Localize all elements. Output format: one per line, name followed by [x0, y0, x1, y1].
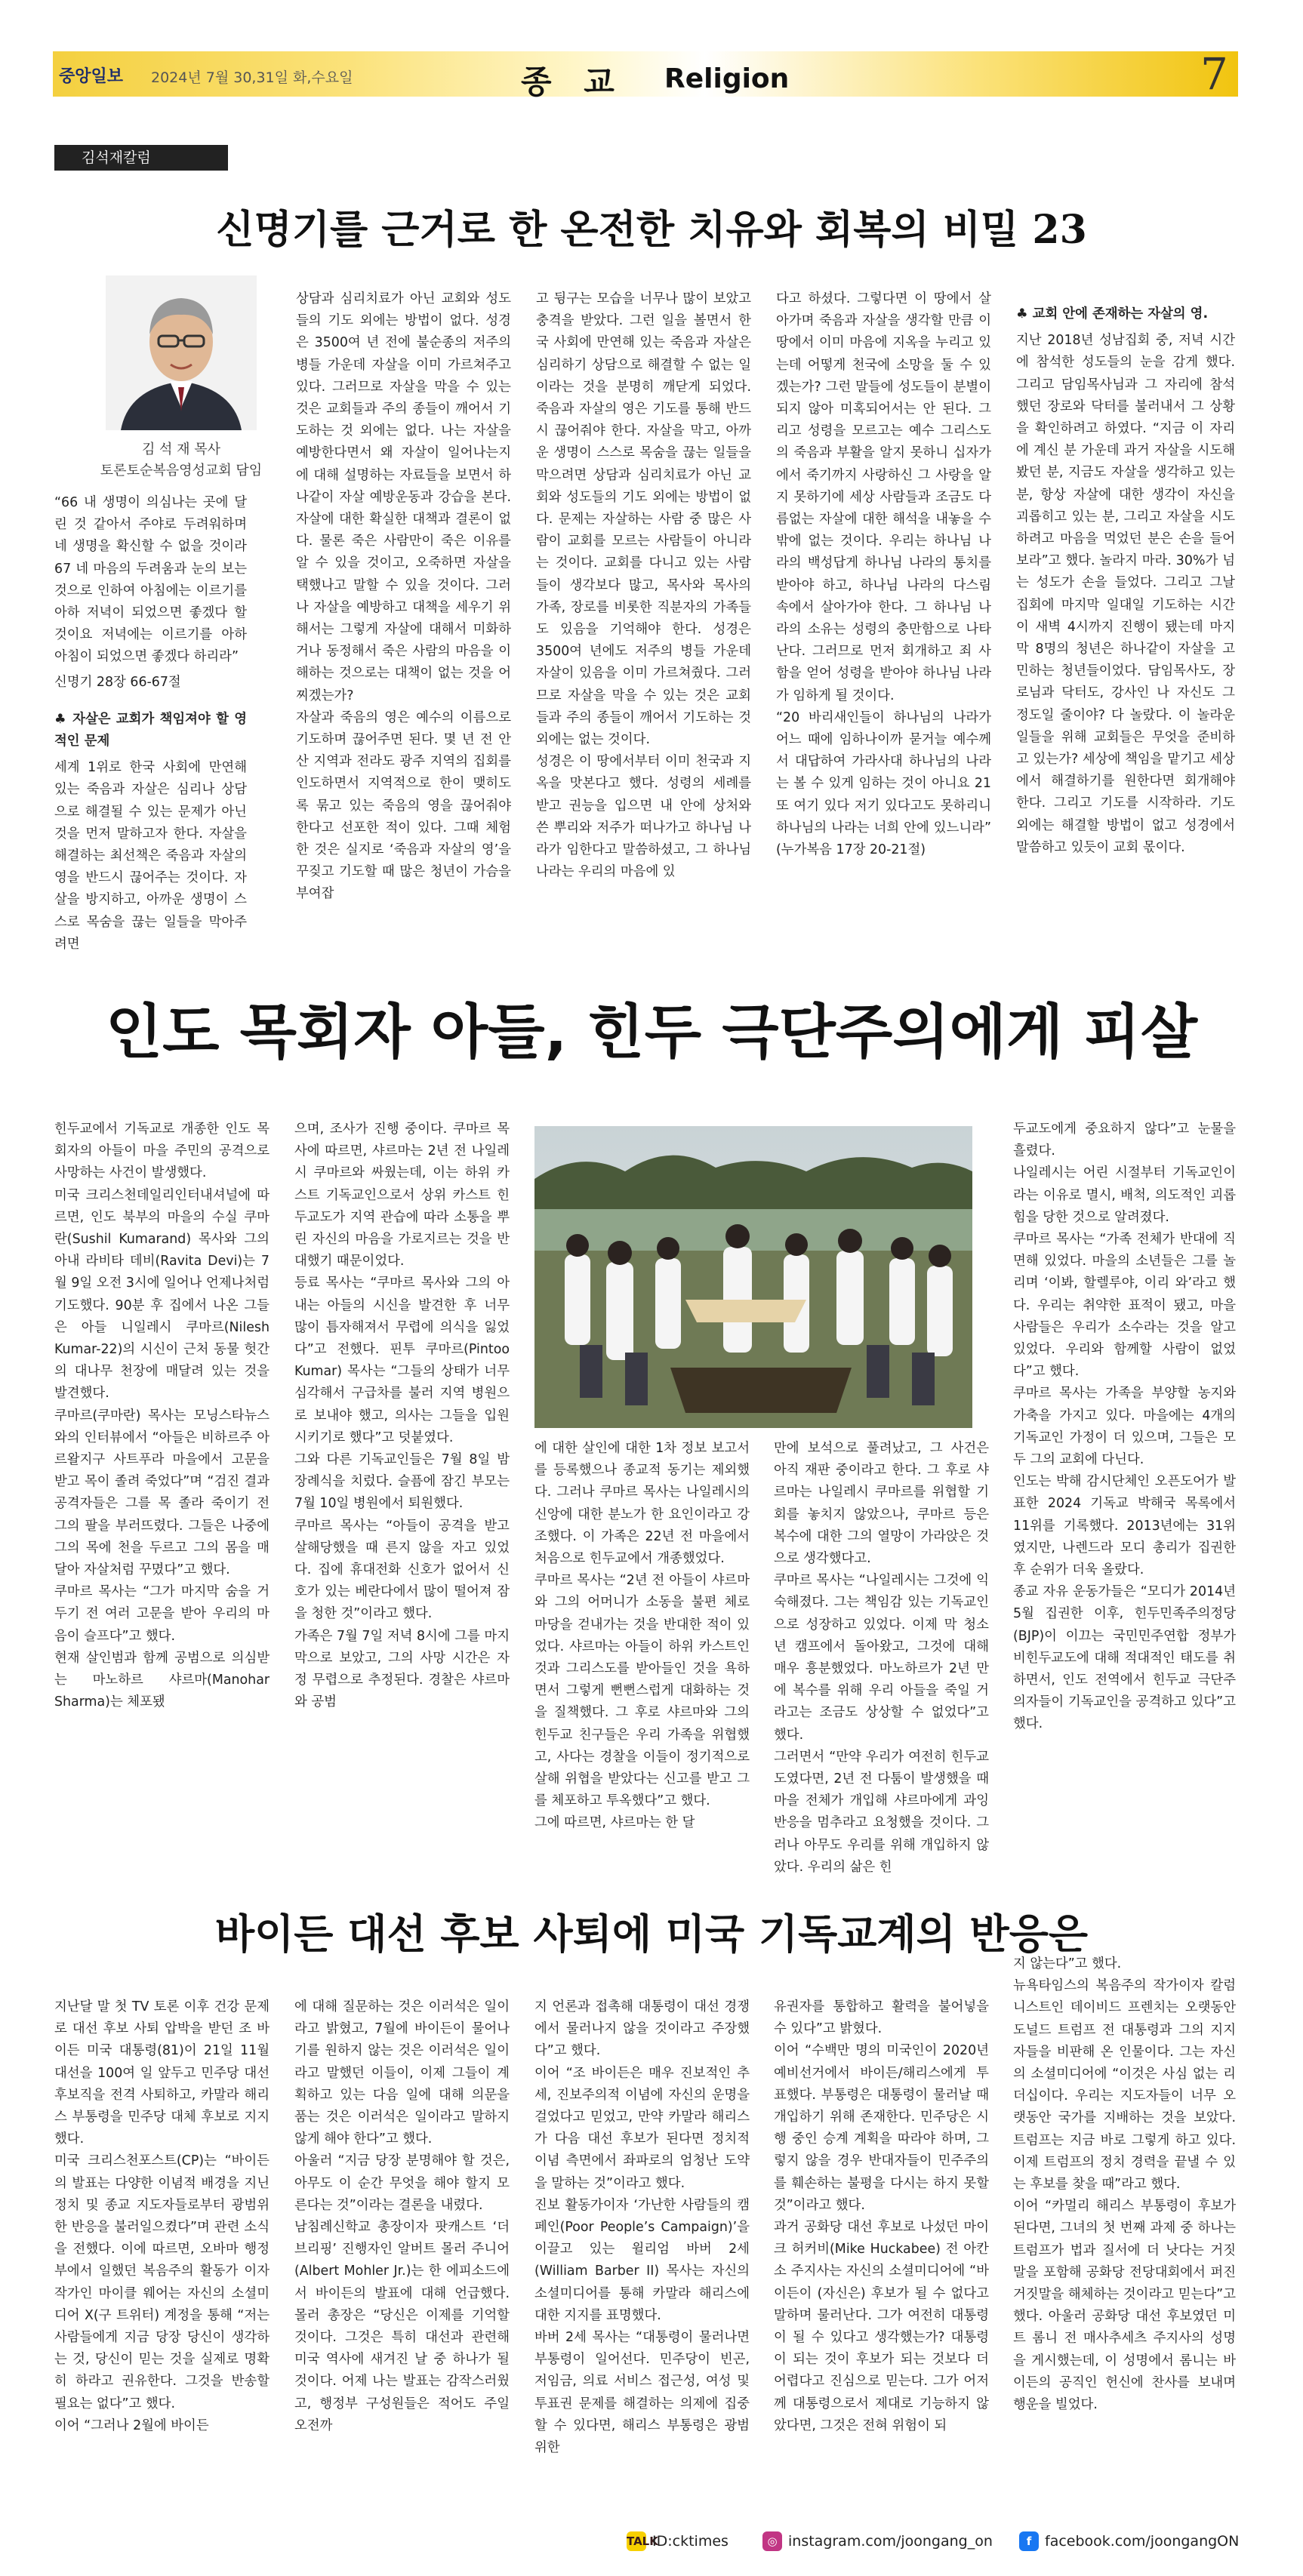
article1-headline: 신명기를 근거로 한 온전한 치유와 회복의 비밀 23 — [216, 207, 1087, 253]
article2-col5 — [1013, 1119, 1236, 1847]
kakao-id[interactable] — [627, 2531, 729, 2551]
paragraph: 상담과 심리치료가 아닌 교회와 성도들의 기도 외에는 방법이 없다. 성경은 3500여 년 전에 불순종의 저주의 병들 가운데 자살을 이미 가르쳐주고 있다. 그러므로 자살을 막을 수 있는 것은 교회들과 주의 종들이 깨어서 기도하는 것 외에는 없다. 나는 자살을 예방한다면서 왜 자살이 일어나는지에 대해 설명하는 자료들을 보면서 하나같이 자살 예방운동과 강습을 본다. 자살에 대한 확실한 대책과 결론이 없다. 물론 죽은 사람만이 죽은 이유를 알 수 있을 것이고, 오죽하면 자살을 택했나고 말할 수 있을 것이다. 그러나 자살을 예방하고 대책을 세우기 위해서는 그렇게 자살에 대해서 미화하거나 동정해서 죽은 사람의 마음을 이해하는 것으로는 대책이 없는 것을 어찌겠는가? — [296, 291, 511, 703]
article2-col1 — [54, 1119, 270, 1847]
paragraph: 쿠마르 목사는 “아들이 공격을 받고 살해당했을 때 른지 않을 자고 있었다. 집에 휴대전화 신호가 없어서 신호가 있는 베란다에서 많이 떨어져 잠을 청한 것”이라고 했다. — [294, 1518, 510, 1622]
paragraph: 나일레시는 어린 시절부터 기독교인이라는 이유로 멸시, 배척, 의도적인 괴롭힘을 당한 것으로 알려졌다. — [1013, 1165, 1236, 1225]
article1-col5 — [1016, 288, 1235, 975]
paragraph: 쿠마르 목사는 가족을 부양할 농지와 가축을 가지고 있다. 마을에는 4개의 기독교인 가정이 더 있으며, 그들은 모두 그의 교회에 다닌다. — [1013, 1386, 1236, 1468]
paragraph: 가족은 7월 7일 저녁 8시에 그를 마지막으로 보았고, 그의 사망 시간은 자정 무렵으로 추정된다. 경찰은 샤르마와 공범 — [294, 1628, 510, 1710]
scripture-citation: 신명기 28장 66-67절 — [54, 674, 181, 690]
paragraph: 그와 다른 기독교인들은 7월 8일 밤 장례식을 치렀다. 슬픔에 잠긴 부모는 7월 10일 병원에서 퇴원했다. — [294, 1452, 510, 1512]
paragraph: 인도는 박해 감시단체인 오픈도어가 발표한 2024 기독교 박해국 목록에서 11위를 기록했다. 2013년에는 31위였지만, 나렌드라 모디 총리가 집권한 후 순위가 더욱 올랐다. — [1013, 1474, 1236, 1578]
article1-col3 — [536, 288, 751, 975]
instagram-url: instagram.com/joongang_on — [788, 2533, 993, 2550]
article2-col4 — [774, 1438, 989, 1875]
paragraph: 세계 1위로 한국 사회에 만연해 있는 죽음과 자살은 심리나 상담으로 해결될 수 있는 문제가 아닌 것을 먼저 말하고자 한다. 자살을 해결하는 최선책은 죽음과 자살의 영을 반드시 끊어주는 것이다. 자살을 방지하고, 아까운 생명이 스스로 목숨을 끊는 일들을 막아주려면 — [54, 760, 247, 952]
paragraph: 쿠마르 목사는 “나일레시는 그것에 익숙해졌다. 그는 책임감 있는 기독교인으로 성장하고 있었다. 이제 막 청소년 캠프에서 돌아왔고, 그것에 대해 매우 흥분했었다. 마노하르가 2년 만에 복수를 위해 우리 아들을 죽일 거라고는 조금도 상상할 수 없었다”고 했다. — [774, 1573, 989, 1743]
facebook-link[interactable] — [1019, 2531, 1239, 2551]
facebook-url: facebook.com/joongangON — [1045, 2533, 1240, 2550]
paragraph: 이어 “카멀리 해리스 부통령이 후보가 된다면, 그녀의 첫 번째 과제 중 하나는 트럼프가 법과 질서에 더 낫다는 거짓말을 포함해 공화당 전당대회에서 퍼진 거짓말을 해체하는 것이라고 믿는다”고 했다. 아울러 공화당 대선 후보였던 미트 롬니 전 매사추세츠 주지사의 성명을 게시했는데, 이 성명에서 롬니는 바이든의 공직인 헌신에 찬사를 보내며 행운을 빌었다. — [1013, 2199, 1236, 2413]
paragraph: 현재 살인범과 함께 공범으로 의심받는 마노하르 샤르마(Manohar Sharma)는 체포됐 — [54, 1650, 270, 1710]
paragraph: 고 뒹구는 모습을 너무나 많이 보았고 충격을 받았다. 그런 일을 볼면서 한국 사회에 만연해 있는 죽음과 자살은 심리하기 상담으로 해결할 수 없는 일이라는 것을 분명히 깨닫게 되었다. 죽음과 자살의 영은 기도를 통해 반드시 끊어줘야 한다. 자살을 막고, 아까운 생명이 스스로 목숨을 끊는 일들을 막으려면 상담과 심리치료가 아닌 교회와 성도들의 기도 외에는 방법이 없다. 문제는 자살하는 사람 중 많은 사람이 교회를 모르는 사람들이 아니라는 것이다. 교회를 다니고 있는 사람들이 생각보다 많고, 목사와 목사의 가족, 장로를 비롯한 직분자의 가족들도 있음을 기억해야 한다. 성경은 3500여 년에도 저주의 병들 가운데 자살이 있음을 이미 가르쳐줬다. 그러므로 자살을 막을 수 있는 것은 교회들과 주의 종들이 깨어서 기도하는 것 외에는 없는 것이다. — [536, 291, 751, 748]
paragraph: 힌두교에서 기독교로 개종한 인도 목회자의 아들이 마을 주민의 공격으로 사망하는 사건이 발생했다. — [54, 1122, 270, 1181]
funeral-photo — [534, 1126, 972, 1428]
newspaper-logo: 중앙일보 — [59, 66, 124, 86]
author-portrait — [106, 275, 257, 430]
instagram-icon: ◎ — [762, 2531, 782, 2551]
paragraph: 남침례신학교 총장이자 팟캐스트 ‘더 브리핑’ 진행자인 알버트 몰러 주니어(Albert Mohler Jr.)는 한 에피소드에서 바이든의 발표에 대해 언급했다. 몰러 총장은 “당신은 이제를 기억할 것이다. 그것은 특히 대선과 관련해 미국 역사에 새겨진 날 중 하나가 될 것이다. 어제 나는 발표는 감작스러웠고, 행정부 구성원들은 적어도 주일 오전까 — [294, 2220, 510, 2433]
subheading: ♣ 교회 안에 존재하는 자살의 영. — [1016, 306, 1209, 322]
article1-col2 — [296, 288, 511, 975]
page-number: 7 — [1200, 48, 1228, 100]
paragraph: 그에 따르면, 샤르마는 한 달 — [534, 1815, 695, 1831]
author-title: 토론토순복음영성교회 담임 — [100, 463, 263, 479]
kakao-id-label: ID:cktimes — [652, 2533, 729, 2550]
article3-col4 — [774, 1996, 989, 2517]
article3-col1 — [54, 1996, 270, 2517]
instagram-link[interactable] — [762, 2531, 993, 2551]
issue-date: 2024년 7월 30,31일 화,수요일 — [151, 69, 353, 86]
masthead — [0, 0, 1303, 121]
facebook-icon: f — [1019, 2531, 1039, 2551]
paragraph: 에 대한 살인에 대한 1차 정보 보고서를 등록했으나 종교적 동기는 제외했다. 그러나 쿠마르 목사는 나일레시의 신앙에 대한 분노가 한 요인이라고 강조했다. 이 가족은 22년 전 마을에서 처음으로 힌두교에서 개종했었다. — [534, 1441, 750, 1567]
article3-col5 — [1013, 1953, 1236, 2517]
paragraph: 유권자를 통합하고 활력을 불어넣을 수 있다”고 밝혔다. — [774, 1999, 989, 2037]
section-title-en: Religion — [664, 63, 790, 94]
article3-headline: 바이든 대선 후보 사퇴에 미국 기독교계의 반응은 — [214, 1910, 1089, 1958]
paragraph: 자살과 죽음의 영은 예수의 이름으로 기도하며 끊어주면 된다. 몇 년 전 안산 지역과 전라도 광주 지역의 집회를 인도하면서 지역적으로 한이 맺히도록 묶고 있는 죽음의 영을 끊어줘야 한다고 선포한 적이 있다. 그때 체험한 것은 실지로 ‘죽음과 자살의 영’을 꾸짖고 기도할 때 많은 청년이 가슴을 부여잡 — [296, 709, 511, 902]
kakao-talk-icon: TALK — [627, 2531, 646, 2551]
author-info — [53, 439, 310, 482]
paragraph: 이어 “조 바이든은 매우 진보적인 추세, 진보주의적 이념에 자신의 운명을 걸었다고 믿었고, 만약 카말라 해리스가 다음 대선 후보가 된다면 정치적 이념 측면에서 좌파로의 엄청난 도약을 말하는 것”이라고 했다. — [534, 2065, 750, 2191]
paragraph: 쿠마르 목사는 “가족 전체가 반대에 직면해 있었다. 마을의 소년들은 그를 놀리며 ‘이봐, 할렐루야, 이리 와’라고 했다. 우리는 취약한 표적이 됐고, 마을 사람들은 우리가 소수라는 것을 알고 있었다. 우리와 함께할 사람이 없었다”고 했다. — [1013, 1232, 1236, 1380]
article1-col4 — [776, 288, 991, 975]
paragraph: 이어 “그러나 2월에 바이든 — [54, 2418, 209, 2433]
paragraph: 지난 2018년 성남집회 중, 저녁 시간에 참석한 성도들의 눈을 감게 했다. 그리고 담임목사님과 그 자리에 참석했던 장로와 닥터를 불러내서 그 상황을 확인하려고 하였다. “지금 이 자리에 계신 분 가운데 과거 자살을 시도해봤던 분, 지금도 자살을 생각하고 있는 분, 항상 자살에 대한 생각이 자신을 괴롭히고 있는 분, 그리고 자살을 시도하려고 마음을 먹었던 분은 손을 들어보라”고 했다. 놀라지 마라. 30%가 넘는 성도가 손을 들었다. 그리고 그날 집회에 마지막 일대일 기도하는 시간이 새벽 4시까지 진행이 됐는데 마지막 8명의 청년은 하나같이 자살을 고민하는 청년들이었다. 담임목사도, 장로님과 닥터도, 강사인 나 자신도 그 정도일 줄이야? 다 놀랐다. 이 놀라운 일들을 위해 교회들은 무엇을 준비하고 있는가? 세상에 책임을 맡기고 세상에서 해결하기를 원한다면 회개해야 한다. 그리고 기도를 시작하라. 기도 외에는 해결할 방법이 없고 성경에서 말씀하고 있듯이 교회 몫이다. — [1016, 333, 1235, 855]
paragraph: 지 언론과 접촉해 대통령이 대선 경쟁에서 물러나지 않을 것이라고 주장했다”고 했다. — [534, 1999, 750, 2059]
paragraph: 진보 활동가이자 ‘가난한 사람들의 캠페인(Poor People’s Campaign)’을 이끌고 있는 윌리엄 바버 2세(William Barber II) 목사는 자신의 소셜미디어를 통해 카말라 해리스에 대한 지지를 표명했다. — [534, 2197, 750, 2323]
section-title-ko: 종 교 — [521, 63, 625, 100]
paragraph: 다고 하셨다. 그렇다면 이 땅에서 살아가며 죽음과 자살을 생각할 만큼 이 땅에서 이미 마음에 지옥을 누리고 있는데 어떻게 천국에 소망을 둘 수 있겠는가? 그런 말들에 성도들이 분별이 되지 않아 미혹되어서는 안 된다. 그리고 성령을 모르고는 예수 그리스도의 죽음과 부활을 알지 못하니 십자가에서 죽기까지 사랑하신 그 사랑을 알지 못하기에 세상 사람들과 조금도 다름없는 자살에 대한 해석을 내놓을 수밖에 없는 것이다. 우리는 하나님 나라의 백성답게 하나님 나라의 통치를 받아야 하고, 하나님 나라의 다스림 속에서 살아가야 한다. 그 하나님 나라의 소유는 성령의 충만함으로 나타난다. 그러므로 먼저 회개하고 죄 사함을 얻어 성령을 받아야 하나님 나라가 임하게 될 것이다. — [776, 291, 991, 703]
scripture-quote: “66 내 생명이 의심나는 곳에 달린 것 같아서 주야로 두려워하며 네 생명을 확신할 수 없을 것이라 67 네 마음의 두려움과 눈의 보는 것으로 인하여 아침에는 이르기를 아하 저녁이 되었으면 좋겠다 할 것이요 저녁에는 이르기를 아하 아침이 되었으면 좋겠다 하리라” — [54, 495, 247, 665]
paragraph: 등료 목사는 “쿠마르 목사와 그의 아내는 아들의 시신을 발견한 후 너무 많이 틈자해져서 무렵에 의식을 잃었다”고 전했다. 핀투 쿠마르(Pintoo Kumar) 목사는 “그들의 상태가 너무 심각해서 구급차를 불러 지역 병원으로 보내야 했고, 의사는 그들을 입원시키기로 했다”고 덧붙였다. — [294, 1276, 510, 1445]
article1-col1 — [54, 492, 247, 975]
column-badge: 김석재칼럼 — [54, 145, 228, 171]
paragraph: 그러면서 “만약 우리가 여전히 힌두교도였다면, 2년 전 다툼이 발생했을 때 마을 전체가 개입해 샤르마에게 과잉 반응을 멈추라고 요청했을 것이다. 그러나 아무도 우리를 위해 개입하지 않았다. 우리의 삶은 힌 — [774, 1749, 989, 1875]
paragraph: 쿠마르(쿠마란) 목사는 모닝스타뉴스와의 인터뷰에서 “아들은 비하르주 아르왈지구 사트푸라 마을에서 고문을 받고 목이 졸려 죽었다”며 “검진 결과 공격자들은 그를 목 졸라 죽이기 전 그의 팔을 부러뜨렸다. 그들은 나중에 그의 목에 천을 두르고 그의 몸을 매달아 자살처럼 꾸몄다”고 했다. — [54, 1408, 270, 1578]
author-name: 김 석 재 목사 — [141, 442, 221, 457]
portrait-illustration — [106, 275, 257, 430]
paragraph: 지 않는다”고 했다. — [1013, 1956, 1122, 1971]
article3-col3 — [534, 1996, 750, 2517]
paragraph: 성경은 이 땅에서부터 이미 천국과 지옥을 맛본다고 했다. 성령의 세례를 받고 권능을 입으면 내 안에 상처와 쓴 뿌리와 저주가 떠나가고 하나님 나라가 임한다고 말씀하셨고, 그 하나님 나라는 우리의 마음에 있 — [536, 754, 751, 880]
paragraph: 만에 보석으로 풀려났고, 그 사건은 아직 재판 중이라고 한다. 그 후로 샤르마는 나일레시 쿠마르를 위협할 기회를 놓치지 않았으나, 쿠마르 등은 복수에 대한 그의 열망이 가라앉은 것으로 생각했다고. — [774, 1441, 989, 1567]
paragraph: 이어 “수백만 명의 미국인이 2020년 예비선거에서 바이든/해리스에게 투표했다. 부통령은 대통령이 물러날 때 개입하기 위해 존재한다. 민주당은 시행 중인 승계 계획을 따라야 하며, 그렇지 않을 경우 반대자들이 민주주의를 훼손하는 불평을 다시는 하지 못할 것”이라고 했다. — [774, 2043, 989, 2213]
paragraph: 뉴욕타임스의 복음주의 작가이자 칼럼니스트인 데이비드 프렌치는 오랫동안 도널드 트럼프 전 대통령과 그의 지지자들을 비판해 온 인물이다. 그는 자신의 소셜미디어에 “이것은 사심 없는 리더십이다. 우리는 지도자들이 너무 오랫동안 국가를 지배하는 것을 보았다. 트럼프는 지금 바로 그렇게 하고 있다. 이제 트럼프의 정치 경력을 끝낼 수 있는 후보를 찾을 때”라고 했다. — [1013, 1978, 1236, 2193]
article2-col3 — [534, 1438, 750, 1849]
paragraph: 종교 자유 운동가들은 “모디가 2014년 5월 집권한 이후, 힌두민족주의정당(BJP)이 이끄는 국민민주연합 정부가 비힌두교도에 대해 적대적인 태도를 취하면서, 인도 전역에서 힌두교 극단주의자들이 기독교인을 공격하고 있다”고 했다. — [1013, 1584, 1236, 1732]
paragraph: “20 바리새인들이 하나님의 나라가 어느 때에 임하나이까 묻거늘 예수께서 대답하여 가라사대 하나님의 나라는 볼 수 있게 임하는 것이 아니요 21 또 여기 있다 저기 있다고도 못하리니 하나님의 나라는 너희 안에 있느니라” (누가복음 17장 20-21절) — [776, 709, 991, 858]
paragraph: 미국 크리스천데일리인터내셔널에 따르면, 인도 북부의 마을의 수실 쿠마란(Sushil Kumarand) 목사와 그의 아내 라비타 데비(Ravita Devi)는 7월 9일 오전 3시에 일어나 언제나처럼 기도했다. 90분 후 집에서 나온 그들은 아들 니일레시 쿠마르(Nilesh Kumar-22)의 시신이 근처 동물 헛간의 대나무 천장에 매달려 있는 것을 발견했다. — [54, 1187, 270, 1402]
article2-headline: 인도 목회자 아들, 힌두 극단주의에게 피살 — [105, 999, 1198, 1066]
article3-col2 — [294, 1996, 510, 2517]
paragraph: 미국 크리스천포스트(CP)는 “바이든의 발표는 다양한 이념적 배경을 지닌 정치 및 종교 지도자들로부터 광범위한 반응을 불러일으켰다”며 관련 소식을 전했다. 이에 따르면, 오바마 행정부에서 일했던 복음주의 활동가 이자 작가인 마이클 웨어는 자신의 소셜미디어 X(구 트위터) 계정을 통해 “저는 사람들에게 지금 당장 당신이 생각하는 것, 당신이 믿는 것을 실제로 명확히 하라고 권유한다. 그것을 반송할 필요는 없다”고 했다. — [54, 2153, 270, 2411]
paragraph: 바버 2세 목사는 “대통령이 물러나면 부통령이 일어선다. 민주당이 빈곤, 저임금, 의료 서비스 접근성, 여성 및 투표권 문제를 해결하는 의제에 집중할 수 있다면, 해리스 부통령은 광범위한 — [534, 2330, 750, 2456]
paragraph: 으며, 조사가 진행 중이다. 쿠마르 목사에 따르면, 샤르마는 2년 전 나일레시 쿠마르와 싸웠는데, 이는 하위 카스트 기독교인으로서 상위 카스트 힌두교도가 지역 관습에 따라 소통을 뿌린 자신의 마음을 가로지르는 것을 반대했기 때문이었다. — [294, 1122, 510, 1270]
article2-col2 — [294, 1119, 510, 1847]
paragraph: 지난달 말 첫 TV 토론 이후 건강 문제로 대선 후보 사퇴 압박을 받던 조 바이든 미국 대통령(81)이 21일 11월 대선을 100여 일 앞두고 민주당 대선 후보직을 전격 사퇴하고, 카말라 해리스 부통령을 민주당 대체 후보로 지지했다. — [54, 1999, 270, 2147]
paragraph: 두교도에게 중요하지 않다”고 눈물을 흘렸다. — [1013, 1122, 1236, 1159]
paragraph: 에 대해 질문하는 것은 이러석은 일이라고 밝혔고, 7월에 바이든이 물어나기를 원하지 않는 것은 이러석은 일이라고 말했던 이들이, 이제 그들이 계획하고 있는 다음 일에 대해 의문을 품는 것은 이러석은 일이라고 말하지 않게 해야 한다”고 했다. — [294, 1999, 510, 2147]
paragraph: 아울러 “지금 당장 분명해야 할 것은, 아무도 이 순간 무엇을 해야 할지 모른다는 것”이라는 결론을 내렸다. — [294, 2153, 510, 2213]
paragraph: 쿠마르 목사는 “그가 마지막 숨을 거두기 전 여러 고문을 받아 우리의 마음이 슬프다”고 했다. — [54, 1584, 270, 1644]
paragraph: 과거 공화당 대선 후보로 나섰던 마이크 허커비(Mike Huckabee) 전 아칸소 주지사는 자신의 소셜미디어에 “바이든이 (자신은) 후보가 될 수 없다고 말하며 물러난다. 그가 여전히 대통령이 될 수 있다고 생각했는가? 대통령이 되는 것이 후보가 되는 것보다 더 어렵다고 진심으로 믿는다. 그가 어저께 대통령으로서 제대로 기능하지 않았다면, 그것은 전혀 위험이 되 — [774, 2220, 989, 2433]
subheading: ♣ 자살은 교회가 책임져야 할 영적인 문제 — [54, 711, 247, 749]
funeral-photo-illustration — [534, 1126, 972, 1428]
paragraph: 쿠마르 목사는 “2년 전 아들이 샤르마와 그의 어머니가 소동을 불편 체로 마당을 걷내가는 것을 반대한 적이 있었다. 샤르마는 아들이 하위 카스트인 것과 그리스도를 받아들인 것을 욕하면서 그렇게 뻔뻔스럽게 대화하는 것을 질책했다. 그 후로 샤르마와 그의 힌두교 친구들은 우리 가족을 위협했고, 사다는 경찰을 이들이 정기적으로 살해 위협을 받았다는 신고를 받고 그를 체포하고 투옥했다”고 했다. — [534, 1573, 750, 1809]
